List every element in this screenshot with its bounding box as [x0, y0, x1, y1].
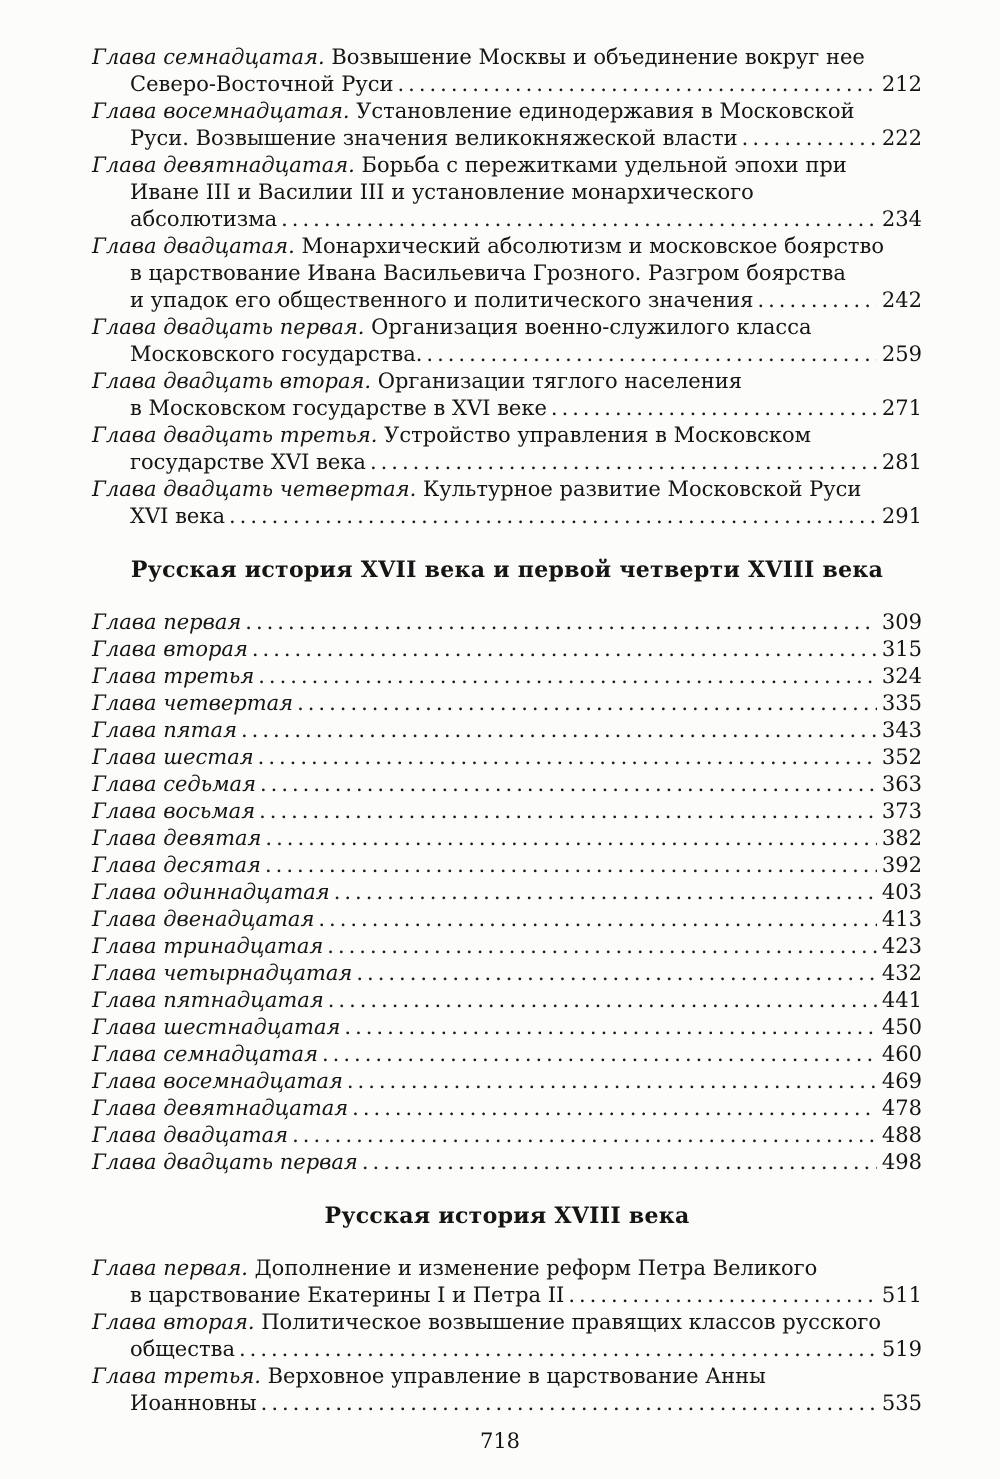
chapter-label: Глава двадцать первая — [92, 1150, 358, 1174]
toc-entry-line — [92, 449, 922, 476]
toc-entry — [92, 906, 922, 933]
toc-entry-line — [92, 771, 922, 798]
toc-entry-line — [92, 152, 922, 179]
chapter-title-continued: государстве XVI века — [130, 450, 366, 474]
toc-entry — [92, 798, 922, 825]
chapter-label: Глава двадцатая. — [92, 234, 295, 258]
chapter-title: Устройство управления в Московском — [377, 423, 811, 447]
section-heading: Русская история XVII века и первой четверти XVIII века — [130, 557, 884, 583]
chapter-label: Глава четвертая — [92, 691, 294, 715]
chapter-label: Глава девятая — [92, 826, 262, 850]
dot-leader — [362, 1149, 877, 1176]
chapter-title-continued: Иване III и Василии III и установление монархического — [130, 180, 754, 204]
chapter-label: Глава девятнадцатая — [92, 1096, 349, 1120]
toc-entry-line — [92, 906, 922, 933]
toc-entry-line — [92, 314, 922, 341]
toc-entry — [92, 233, 922, 314]
dot-leader — [241, 717, 877, 744]
page-ref: 363 — [881, 772, 922, 796]
dot-leader — [297, 690, 877, 717]
toc-entry — [92, 771, 922, 798]
table-of-contents — [92, 44, 922, 1417]
chapter-title: Политическое возвышение правящих классов русского — [254, 1310, 882, 1334]
chapter-label: Глава двадцать первая. — [92, 315, 365, 339]
toc-entry-line — [92, 933, 922, 960]
chapter-label: Глава двенадцатая — [92, 907, 315, 931]
toc-entry — [92, 44, 922, 98]
toc-entry-line — [92, 1255, 922, 1282]
chapter-label: Глава восемнадцатая. — [92, 99, 350, 123]
toc-entry-line — [92, 717, 922, 744]
dot-leader — [334, 879, 877, 906]
toc-entry-line — [92, 636, 922, 663]
chapter-label: Глава шестая — [92, 745, 254, 769]
chapter-title-continued: Иоанновны — [130, 1391, 257, 1415]
page-ref: 315 — [881, 637, 922, 661]
page-ref: 488 — [881, 1123, 922, 1147]
section-heading: Русская история XVIII века — [324, 1203, 690, 1229]
toc-section-entries — [92, 1255, 922, 1417]
toc-entry — [92, 744, 922, 771]
toc-entry-line — [92, 395, 922, 422]
toc-entry — [92, 1255, 922, 1309]
toc-entry-line — [92, 287, 922, 314]
toc-entry-line — [92, 663, 922, 690]
toc-entry-line — [92, 690, 922, 717]
chapter-title: Культурное развитие Московской Руси — [416, 477, 862, 501]
page-ref: 535 — [881, 1391, 922, 1415]
toc-entry-line — [92, 233, 922, 260]
toc-entry — [92, 636, 922, 663]
chapter-label: Глава вторая — [92, 637, 248, 661]
chapter-title-continued: в Московском государстве в XVI веке — [130, 396, 547, 420]
toc-entry-line — [92, 1363, 922, 1390]
chapter-label: Глава десятая — [92, 853, 261, 877]
chapter-title: Установление единодержавия в Московской — [349, 99, 855, 123]
toc-entry-line — [92, 44, 922, 71]
chapter-title: Борьба с пережитками удельной эпохи при — [354, 153, 847, 177]
chapter-label: Глава первая — [92, 610, 242, 634]
chapter-label: Глава семнадцатая — [92, 1042, 318, 1066]
chapter-label: Глава девятнадцатая. — [92, 153, 355, 177]
dot-leader — [292, 1122, 877, 1149]
dot-leader — [265, 825, 876, 852]
dot-leader — [327, 933, 877, 960]
toc-entry — [92, 852, 922, 879]
chapter-title-continued: общества — [130, 1337, 235, 1361]
page-ref: 519 — [881, 1337, 922, 1361]
toc-entry-line — [92, 368, 922, 395]
chapter-title-continued: Северо-Восточной Руси — [130, 72, 394, 96]
chapter-title-continued: Руси. Возвышение значения великокняжеской власти — [130, 126, 738, 150]
toc-entry — [92, 1309, 922, 1363]
chapter-title: Верховное управление в царствование Анны — [260, 1364, 766, 1388]
toc-entry — [92, 690, 922, 717]
chapter-title: Возвышение Москвы и объединение вокруг нее — [324, 45, 865, 69]
dot-leader — [229, 503, 877, 530]
chapter-title: Организация военно-служилого класса — [364, 315, 812, 339]
toc-entry — [92, 1095, 922, 1122]
chapter-label: Глава двадцать третья. — [92, 423, 378, 447]
chapter-label: Глава первая. — [92, 1256, 248, 1280]
page-ref: 335 — [881, 691, 922, 715]
toc-entry — [92, 1363, 922, 1417]
chapter-label: Глава пятая — [92, 718, 237, 742]
chapter-label: Глава восьмая — [92, 799, 256, 823]
page-ref: 281 — [881, 450, 922, 474]
dot-leader — [259, 798, 877, 825]
chapter-label: Глава одиннадцатая — [92, 880, 330, 904]
page-ref: 343 — [881, 718, 922, 742]
dot-leader — [258, 663, 877, 690]
dot-leader — [347, 1068, 877, 1095]
page-ref: 271 — [881, 396, 922, 420]
page-ref: 469 — [881, 1069, 922, 1093]
toc-entry — [92, 368, 922, 422]
toc-entry-line — [92, 609, 922, 636]
dot-leader — [370, 449, 877, 476]
toc-entry-line — [92, 503, 922, 530]
dot-leader — [265, 852, 877, 879]
toc-entry-line — [92, 125, 922, 152]
chapter-title-continued: Московского государства. — [130, 342, 423, 366]
chapter-title: Организации тяглого населения — [371, 369, 742, 393]
page-ref: 352 — [881, 745, 922, 769]
dot-leader — [356, 960, 877, 987]
page-ref: 373 — [881, 799, 922, 823]
chapter-label: Глава третья. — [92, 1364, 261, 1388]
page-ref: 450 — [881, 1015, 922, 1039]
page-ref: 413 — [881, 907, 922, 931]
chapter-label: Глава двадцатая — [92, 1123, 289, 1147]
chapter-label: Глава двадцать четвертая. — [92, 477, 417, 501]
toc-entry-line — [92, 960, 922, 987]
dot-leader — [252, 636, 877, 663]
chapter-title: Монархический абсолютизм и московское боярство — [294, 234, 884, 258]
dot-leader — [281, 206, 877, 233]
toc-entry — [92, 609, 922, 636]
toc-entry-line — [92, 206, 922, 233]
page-ref: 498 — [881, 1150, 922, 1174]
toc-section-entries — [92, 44, 922, 530]
page-ref: 511 — [881, 1283, 922, 1307]
page-ref: 392 — [881, 853, 922, 877]
dot-leader — [426, 341, 877, 368]
folio-page-number: 718 — [479, 1429, 521, 1453]
toc-entry-line — [92, 260, 922, 287]
chapter-title-continued: XVI века — [130, 504, 225, 528]
chapter-label: Глава семнадцатая. — [92, 45, 325, 69]
dot-leader — [568, 1282, 877, 1309]
toc-entry — [92, 987, 922, 1014]
toc-section-entries — [92, 609, 922, 1176]
dot-leader — [742, 125, 877, 152]
toc-entry-line — [92, 422, 922, 449]
toc-entry — [92, 933, 922, 960]
toc-entry — [92, 314, 922, 368]
chapter-label: Глава четырнадцатая — [92, 961, 353, 985]
toc-entry-line — [92, 1014, 922, 1041]
toc-entry-line — [92, 825, 922, 852]
page-ref: 259 — [881, 342, 922, 366]
page-ref: 382 — [881, 826, 922, 850]
toc-entry-line — [92, 341, 922, 368]
toc-entry-line — [92, 1390, 922, 1417]
dot-leader — [352, 1095, 877, 1122]
dot-leader — [328, 987, 877, 1014]
dot-leader — [318, 906, 877, 933]
toc-entry — [92, 1149, 922, 1176]
dot-leader — [261, 1390, 877, 1417]
chapter-title-continued: в царствование Ивана Васильевича Грозного. Разгром боярства — [130, 261, 846, 285]
chapter-label: Глава вторая. — [92, 1310, 255, 1334]
chapter-title-continued: абсолютизма — [130, 207, 278, 231]
page-ref: 324 — [881, 664, 922, 688]
page-ref: 212 — [881, 72, 922, 96]
toc-entry — [92, 879, 922, 906]
chapter-title: Дополнение и изменение реформ Петра Великого — [247, 1256, 818, 1280]
toc-entry-line — [92, 987, 922, 1014]
page-ref: 441 — [881, 988, 922, 1012]
dot-leader — [344, 1014, 877, 1041]
dot-leader — [397, 71, 876, 98]
toc-entry-line — [92, 1282, 922, 1309]
chapter-label: Глава восемнадцатая — [92, 1069, 343, 1093]
page-ref: 432 — [881, 961, 922, 985]
dot-leader — [260, 771, 877, 798]
toc-entry — [92, 1041, 922, 1068]
toc-entry — [92, 422, 922, 476]
toc-entry-line — [92, 1122, 922, 1149]
chapter-label: Глава шестнадцатая — [92, 1015, 341, 1039]
toc-entry-line — [92, 476, 922, 503]
toc-entry-line — [92, 1095, 922, 1122]
chapter-label: Глава пятнадцатая — [92, 988, 324, 1012]
chapter-label: Глава третья — [92, 664, 255, 688]
page-ref: 291 — [881, 504, 922, 528]
page-ref: 460 — [881, 1042, 922, 1066]
dot-leader — [258, 744, 877, 771]
toc-entry — [92, 152, 922, 233]
page-ref: 234 — [881, 207, 922, 231]
chapter-label: Глава двадцать вторая. — [92, 369, 372, 393]
toc-entry-line — [92, 71, 922, 98]
dot-leader — [322, 1041, 877, 1068]
toc-entry-line — [92, 1149, 922, 1176]
toc-entry-line — [92, 852, 922, 879]
dot-leader — [245, 609, 877, 636]
toc-entry — [92, 1068, 922, 1095]
toc-entry-line — [92, 98, 922, 125]
toc-entry — [92, 717, 922, 744]
chapter-label: Глава тринадцатая — [92, 934, 324, 958]
dot-leader — [757, 287, 876, 314]
toc-entry — [92, 960, 922, 987]
toc-entry-line — [92, 179, 922, 206]
toc-entry — [92, 663, 922, 690]
toc-entry — [92, 476, 922, 530]
dot-leader — [551, 395, 877, 422]
page-ref: 478 — [881, 1096, 922, 1120]
chapter-title-continued: в царствование Екатерины I и Петра II — [130, 1283, 565, 1307]
toc-entry — [92, 1014, 922, 1041]
dot-leader — [239, 1336, 877, 1363]
toc-entry — [92, 825, 922, 852]
toc-entry-line — [92, 879, 922, 906]
toc-entry — [92, 1122, 922, 1149]
chapter-label: Глава седьмая — [92, 772, 256, 796]
toc-entry-line — [92, 798, 922, 825]
toc-entry-line — [92, 1068, 922, 1095]
toc-entry-line — [92, 1336, 922, 1363]
page-ref: 242 — [881, 288, 922, 312]
page-ref: 222 — [881, 126, 922, 150]
toc-entry-line — [92, 1041, 922, 1068]
page-ref: 403 — [881, 880, 922, 904]
chapter-title-continued: и упадок его общественного и политического значения — [130, 288, 754, 312]
toc-entry — [92, 98, 922, 152]
page-ref: 309 — [881, 610, 922, 634]
toc-entry-line — [92, 1309, 922, 1336]
toc-entry-line — [92, 744, 922, 771]
page-ref: 423 — [881, 934, 922, 958]
